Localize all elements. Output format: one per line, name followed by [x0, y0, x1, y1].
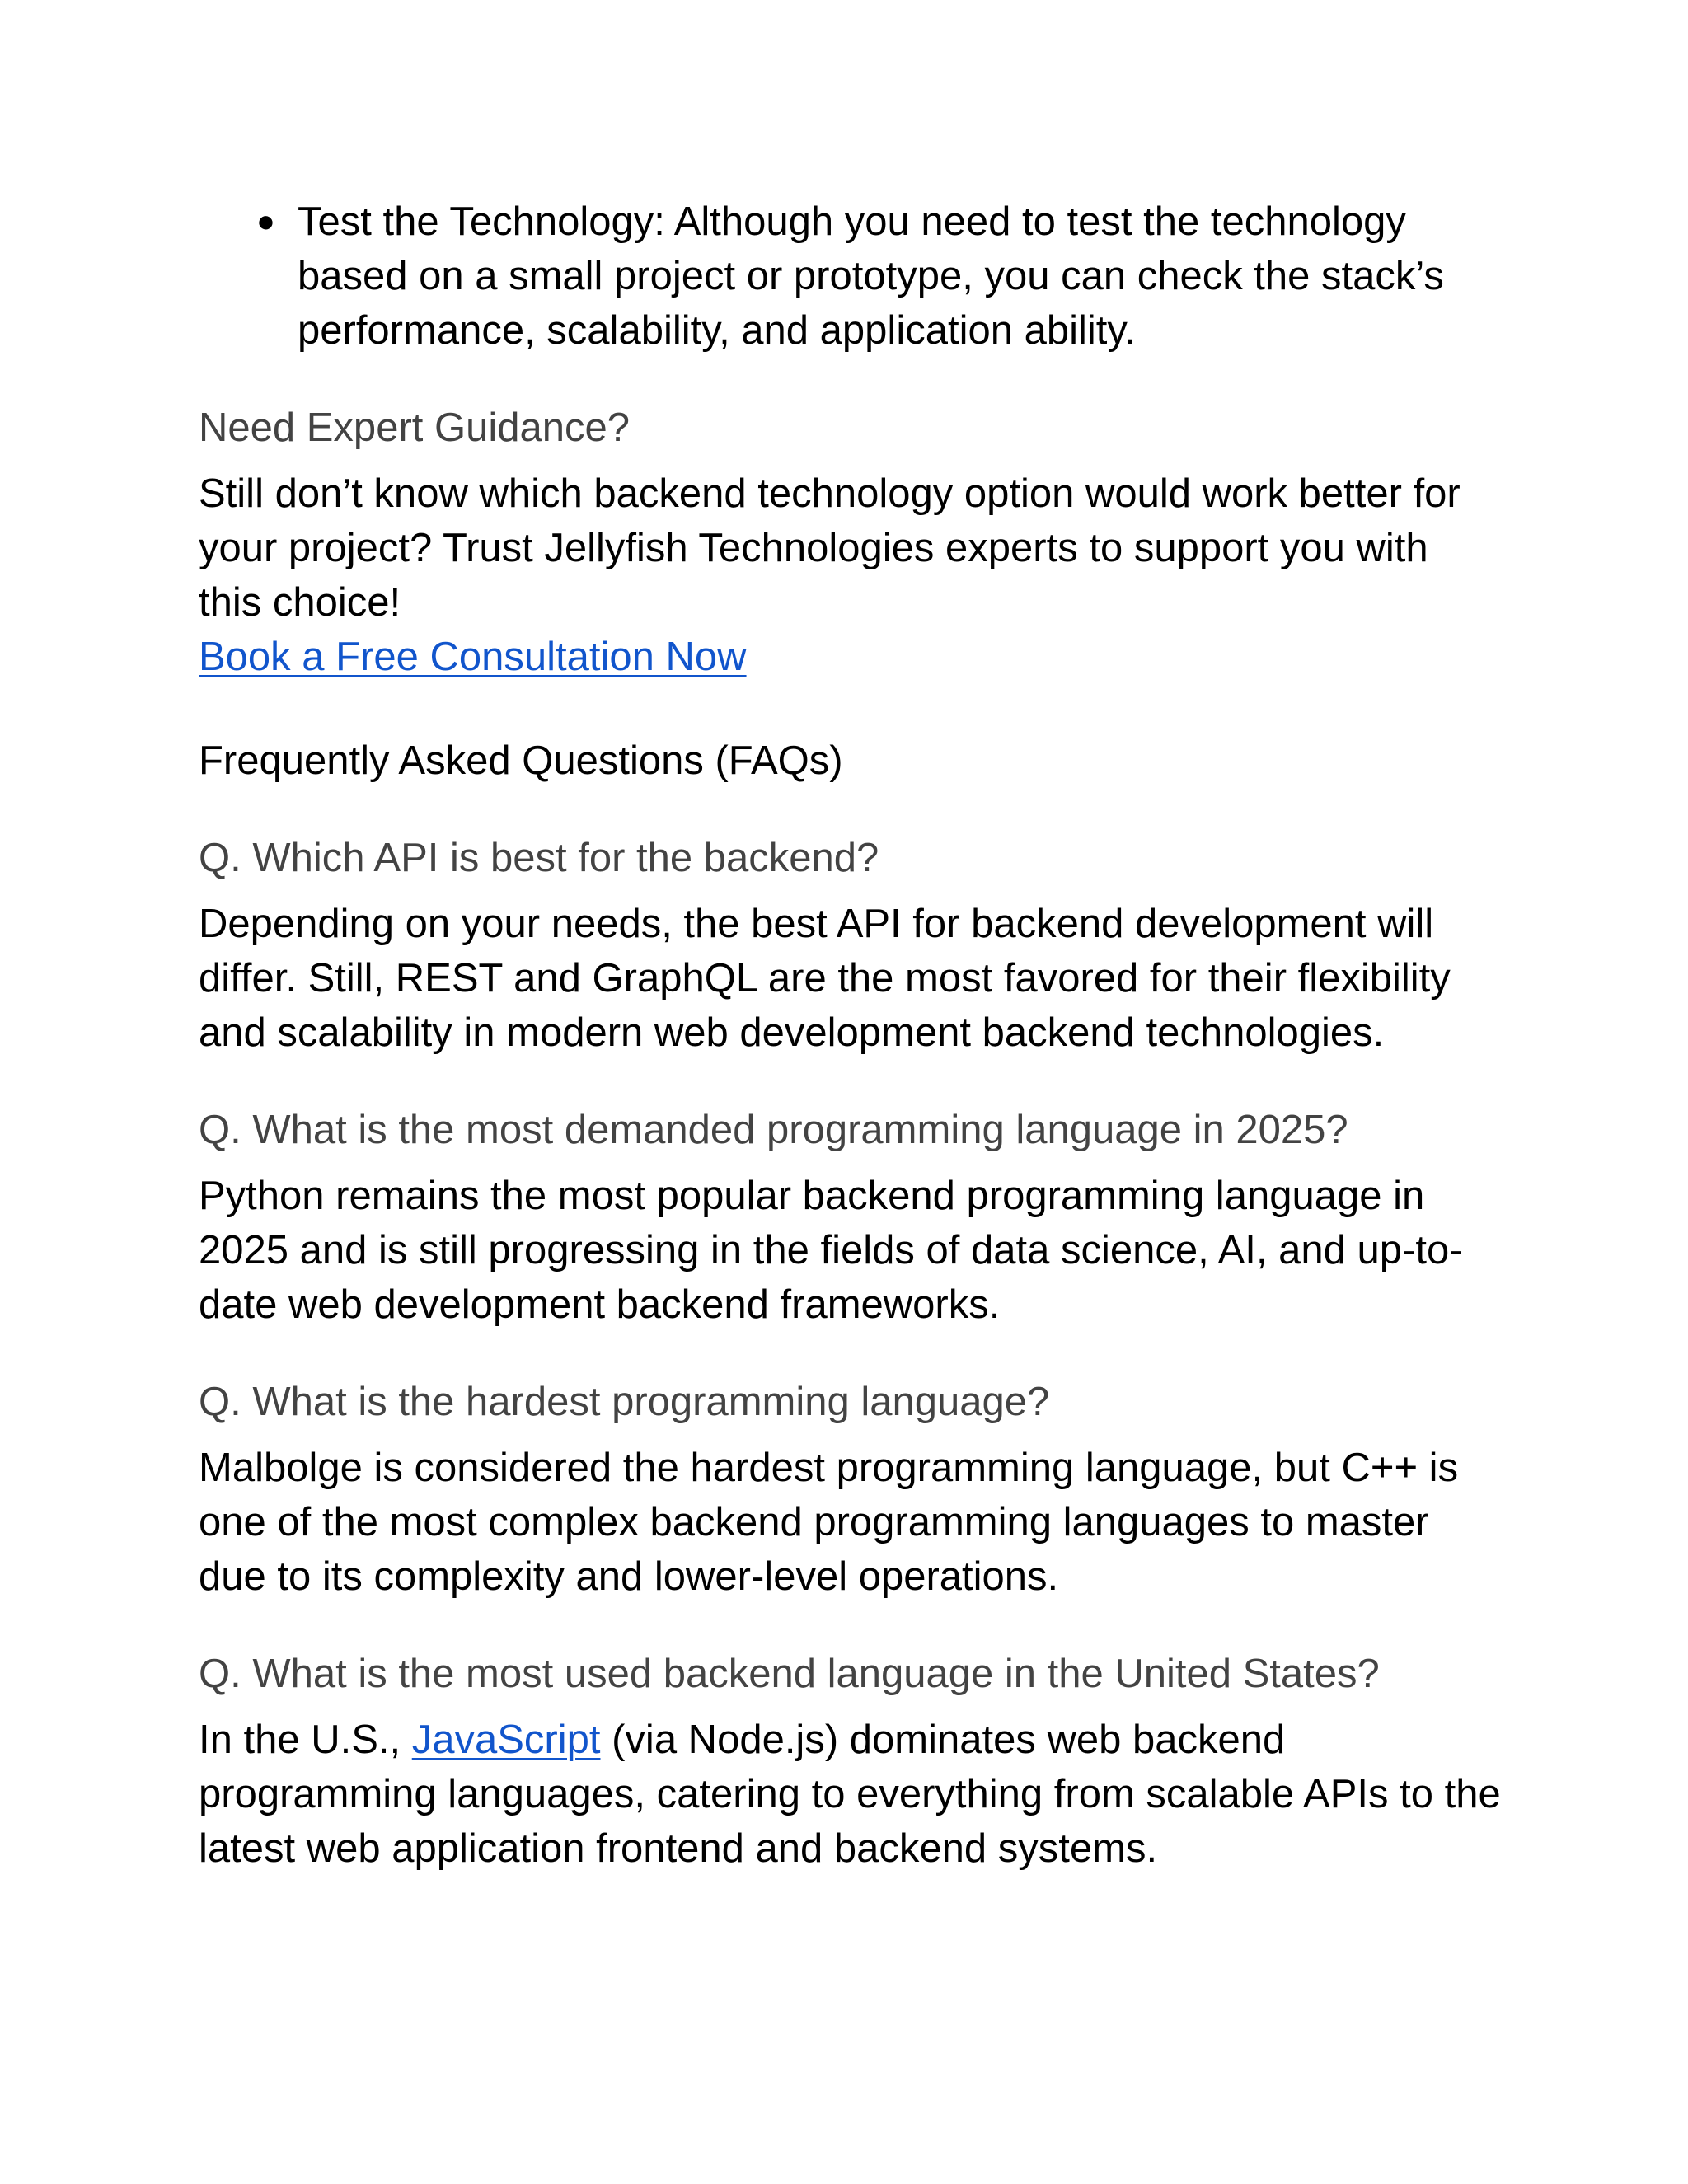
book-consultation-link[interactable]: Book a Free Consultation Now	[199, 635, 747, 679]
document-content	[199, 194, 1501, 1876]
faq-item-1	[199, 831, 1501, 1060]
faq-item-3	[199, 1375, 1501, 1604]
answer-suffix: (via Node.js) dominates web backend programming languages, catering to everything from scalable APIs to the latest web application frontend and backend systems.	[199, 1718, 1501, 1871]
faq-answer: Depending on your needs, the best API for backend development will differ. Still, REST and GraphQL are the most favored for their flexibility and scalability in modern web development backend technologies.	[199, 902, 1451, 1055]
faq-question: Q. What is the hardest programming language?	[199, 1380, 1050, 1424]
guidance-body: Still don’t know which backend technology option would work better for your project? Trust Jellyfish Technologies experts to support you with this choice!	[199, 471, 1461, 625]
bullet-list	[199, 194, 1501, 358]
guidance-heading: Need Expert Guidance?	[199, 405, 630, 450]
answer-prefix: In the U.S.,	[199, 1718, 412, 1762]
faq-answer: Python remains the most popular backend programming language in 2025 and is still progressing in the fields of data science, AI, and up-to-date web development backend frameworks.	[199, 1174, 1463, 1327]
bullet-text: Test the Technology: Although you need to test the technology based on a small project or prototype, you can check the stack’s performance, scalability, and application ability.	[298, 199, 1444, 353]
bullet-item-test-technology	[256, 194, 1501, 358]
cta-paragraph	[199, 630, 1501, 684]
faq-item-2	[199, 1103, 1501, 1332]
faq-item-4	[199, 1647, 1501, 1876]
faq-question: Q. What is the most demanded programming language in 2025?	[199, 1108, 1348, 1152]
faq-answer	[199, 1713, 1501, 1876]
faq-title: Frequently Asked Questions (FAQs)	[199, 738, 843, 783]
faq-question: Q. Which API is best for the backend?	[199, 836, 879, 880]
bullet-dot-icon: ●	[256, 204, 275, 239]
javascript-link[interactable]: JavaScript	[411, 1718, 601, 1762]
faq-answer: Malbolge is considered the hardest programming language, but C++ is one of the most complex backend programming languages to master due to its complexity and lower-level operations.	[199, 1446, 1459, 1599]
faq-question: Q. What is the most used backend language in the United States?	[199, 1652, 1380, 1696]
